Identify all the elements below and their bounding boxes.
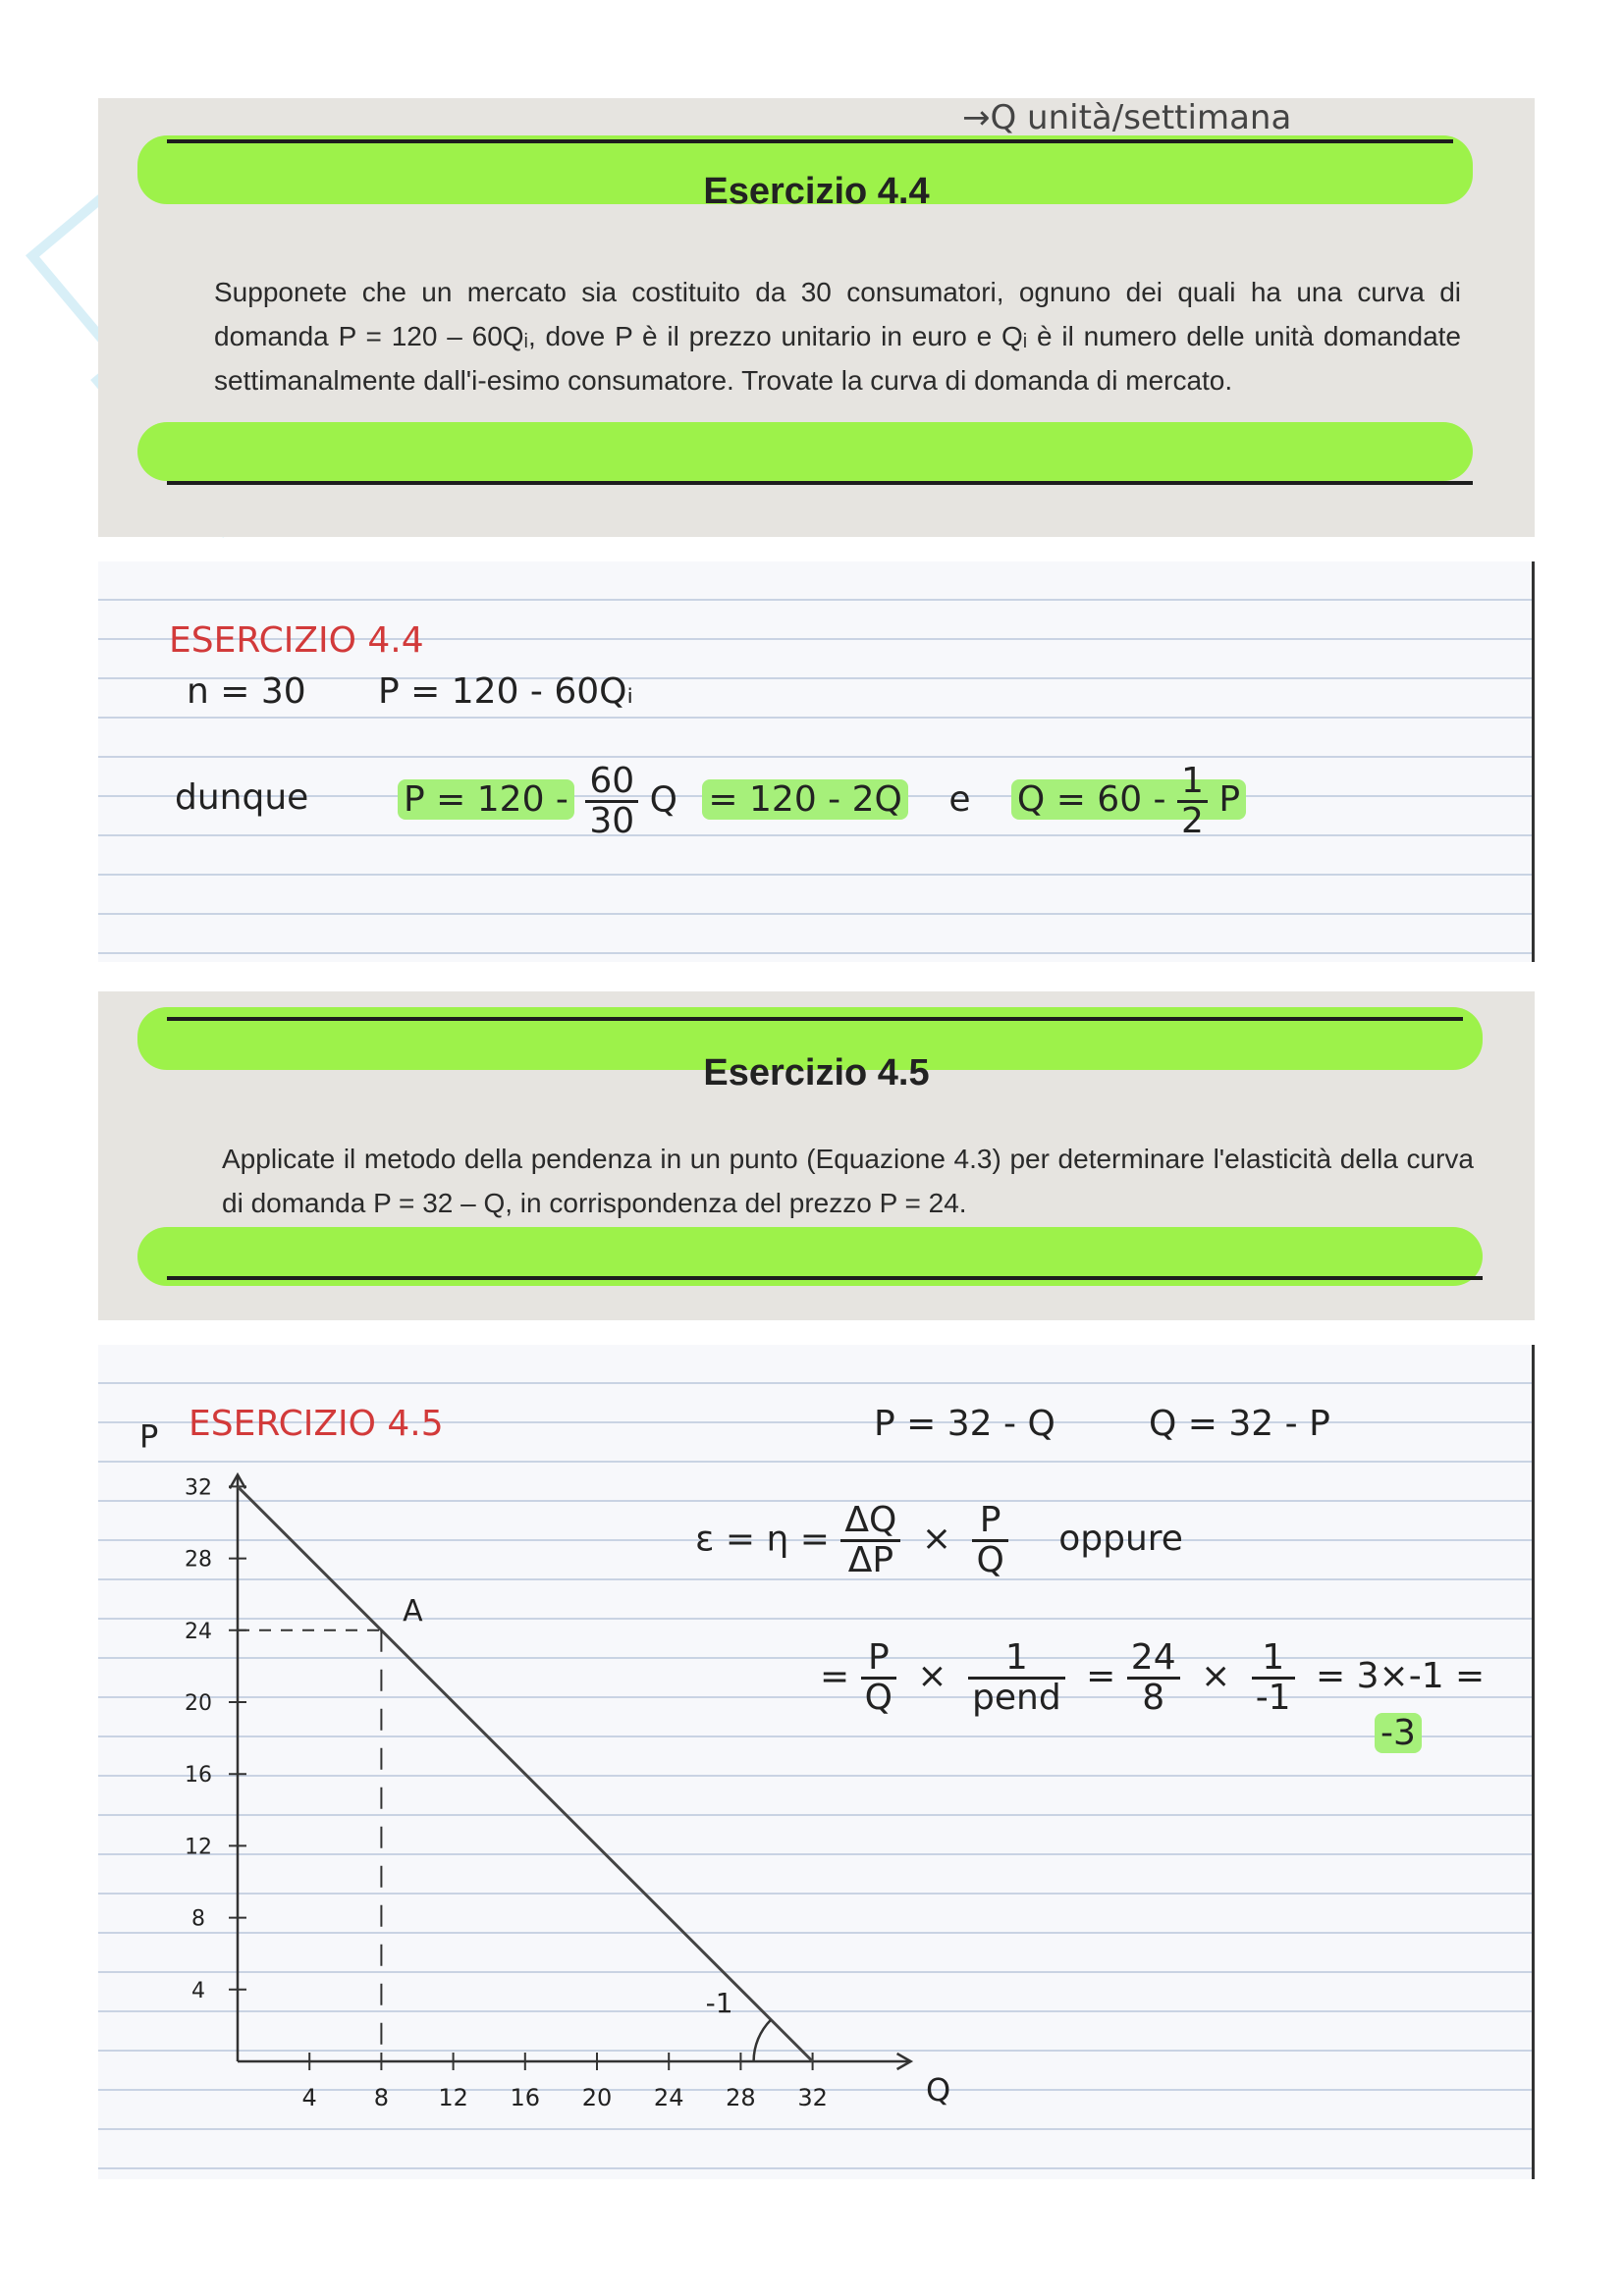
y-tick-label-12: 12	[185, 1835, 212, 1860]
x-tick-label-28: 28	[726, 2084, 756, 2111]
notes-p-individual: P = 120 - 60Qᵢ	[378, 671, 633, 712]
x-tick-label-16: 16	[510, 2084, 541, 2111]
exercise-4-4-text: Supponete che un mercato sia costituito da 30 consumatori, ognuno dei quali ha una curva di domanda P = 120 – 60Qᵢ, dove P è il prezzo unitario in euro e Qᵢ è il numero delle unità domandate settimanalmente dall'i-esimo consumatore. Trovate la curva di domanda di mercato.	[214, 277, 1461, 396]
point-a-label: A	[403, 1593, 423, 1629]
exercise-4-4-title: Esercizio 4.4	[703, 171, 930, 212]
y-tick-label-32: 32	[185, 1475, 212, 1501]
notes-4-5-heading: ESERCIZIO 4.5	[189, 1404, 444, 1444]
x-tick-label-24: 24	[653, 2084, 684, 2111]
exercise-4-5-book-panel	[98, 991, 1535, 1320]
x-axis-label: Q	[926, 2071, 951, 2109]
exercise-4-5-text: Applicate il metodo della pendenza in un punto (Equazione 4.3) per determinare l'elasticità della curva di domanda P = 32 – Q, in corrispondenza del prezzo P = 24.	[222, 1144, 1474, 1218]
x-tick-label-32: 32	[797, 2084, 828, 2111]
notes-p-result: = 120 - 2Q	[702, 779, 907, 820]
notes-frac-60-30: $\frac{60}{30}$	[585, 763, 638, 840]
y-axis-label: P	[139, 1417, 159, 1456]
slope-label: -1	[705, 1987, 733, 2019]
notes-4-4-heading: ESERCIZIO 4.4	[169, 620, 424, 661]
y-tick-label-24: 24	[185, 1619, 212, 1644]
x-tick-label-12: 12	[438, 2084, 468, 2111]
notes-eq-p: P = 32 - Q	[874, 1404, 1055, 1444]
exercise-4-5-title: Esercizio 4.5	[703, 1052, 930, 1094]
notes-dunque: dunque	[175, 777, 309, 818]
notes-p-start: P = 120 -	[398, 779, 574, 820]
y-tick-label-4: 4	[191, 1978, 205, 2003]
slope-angle-arc	[754, 2020, 772, 2061]
notes-elasticity-calc: = $\frac{P}{Q}$ × $\frac{1}{\text{pend}}$ = $\frac{24}{8}$ × $\frac{1}{-1}$ = 3×-1 =	[820, 1637, 1486, 1718]
y-tick-label-16: 16	[185, 1763, 212, 1789]
demand-curve-chart	[98, 1345, 982, 2130]
x-tick-label-20: 20	[581, 2084, 613, 2111]
notes-q-formula: Q = 60 - $\frac{1}{2}$ P	[1011, 779, 1246, 820]
x-tick-label-8: 8	[373, 2084, 390, 2111]
notes-eq-q: Q = 32 - P	[1149, 1404, 1330, 1444]
notes-e: e	[948, 779, 971, 821]
notes-market-demand	[398, 763, 1246, 840]
demand-line	[238, 1486, 813, 2061]
exercise-4-5-notes-panel	[98, 1345, 1535, 2179]
y-tick-label-20: 20	[185, 1691, 212, 1716]
exercise-4-4-book-panel	[98, 98, 1535, 537]
y-tick-label-8: 8	[191, 1906, 205, 1932]
notes-final-result: -3	[1375, 1713, 1422, 1753]
notes-elasticity-def: ε = η = $\frac{\Delta Q}{\Delta P}$ × $\frac{P}{Q}$ oppure	[695, 1500, 1183, 1580]
y-tick-label-28: 28	[185, 1547, 212, 1573]
margin-note: →Q unità/settimana	[962, 98, 1292, 137]
x-tick-label-4: 4	[301, 2084, 317, 2111]
notes-p-q: Q	[649, 779, 677, 821]
notes-n: n = 30	[187, 671, 306, 712]
exercise-4-4-notes-panel	[98, 561, 1535, 962]
